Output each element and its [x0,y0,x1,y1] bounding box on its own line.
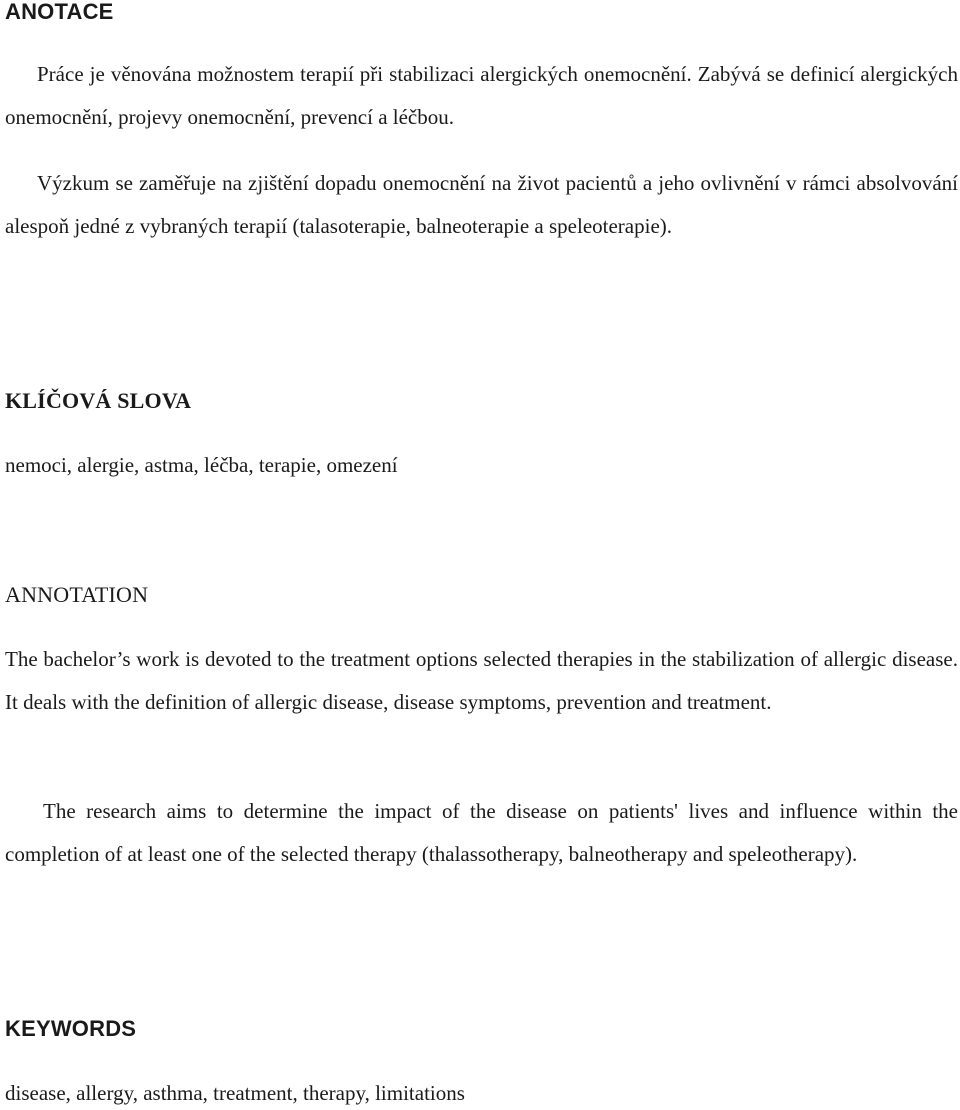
klicova-slova-heading: KLÍČOVÁ SLOVA [5,388,192,413]
anotace-paragraph-2: Výzkum se zaměřuje na zjištění dopadu onemocnění na život pacientů a jeho ovlivnění v rámci absolvování alespoň jedné z vybraných terapií (talasoterapie, balneoterapie a speleoterapie). [5,171,958,238]
keywords-text: disease, allergy, asthma, treatment, therapy, limitations [5,1081,465,1105]
anotace-heading: ANOTACE [5,0,114,24]
annotation-heading: ANNOTATION [5,582,149,607]
anotace-paragraph-1: Práce je věnována možnostem terapií při stabilizaci alergických onemocnění. Zabývá se definicí alergických onemocnění, projevy onemocnění, prevencí a léčbou. [5,62,958,129]
annotation-paragraph-2: The research aims to determine the impact of the disease on patients' lives and influence within the completion of at least one of the selected therapy (thalassotherapy, balneotherapy and speleotherapy). [5,799,958,866]
keywords-heading: KEYWORDS [5,1016,137,1041]
klicova-slova-text: nemoci, alergie, astma, léčba, terapie, omezení [5,453,398,477]
annotation-paragraph-1: The bachelor’s work is devoted to the treatment options selected therapies in the stabilization of allergic disease. It deals with the definition of allergic disease, disease symptoms, prevention and treatment. [5,647,958,714]
